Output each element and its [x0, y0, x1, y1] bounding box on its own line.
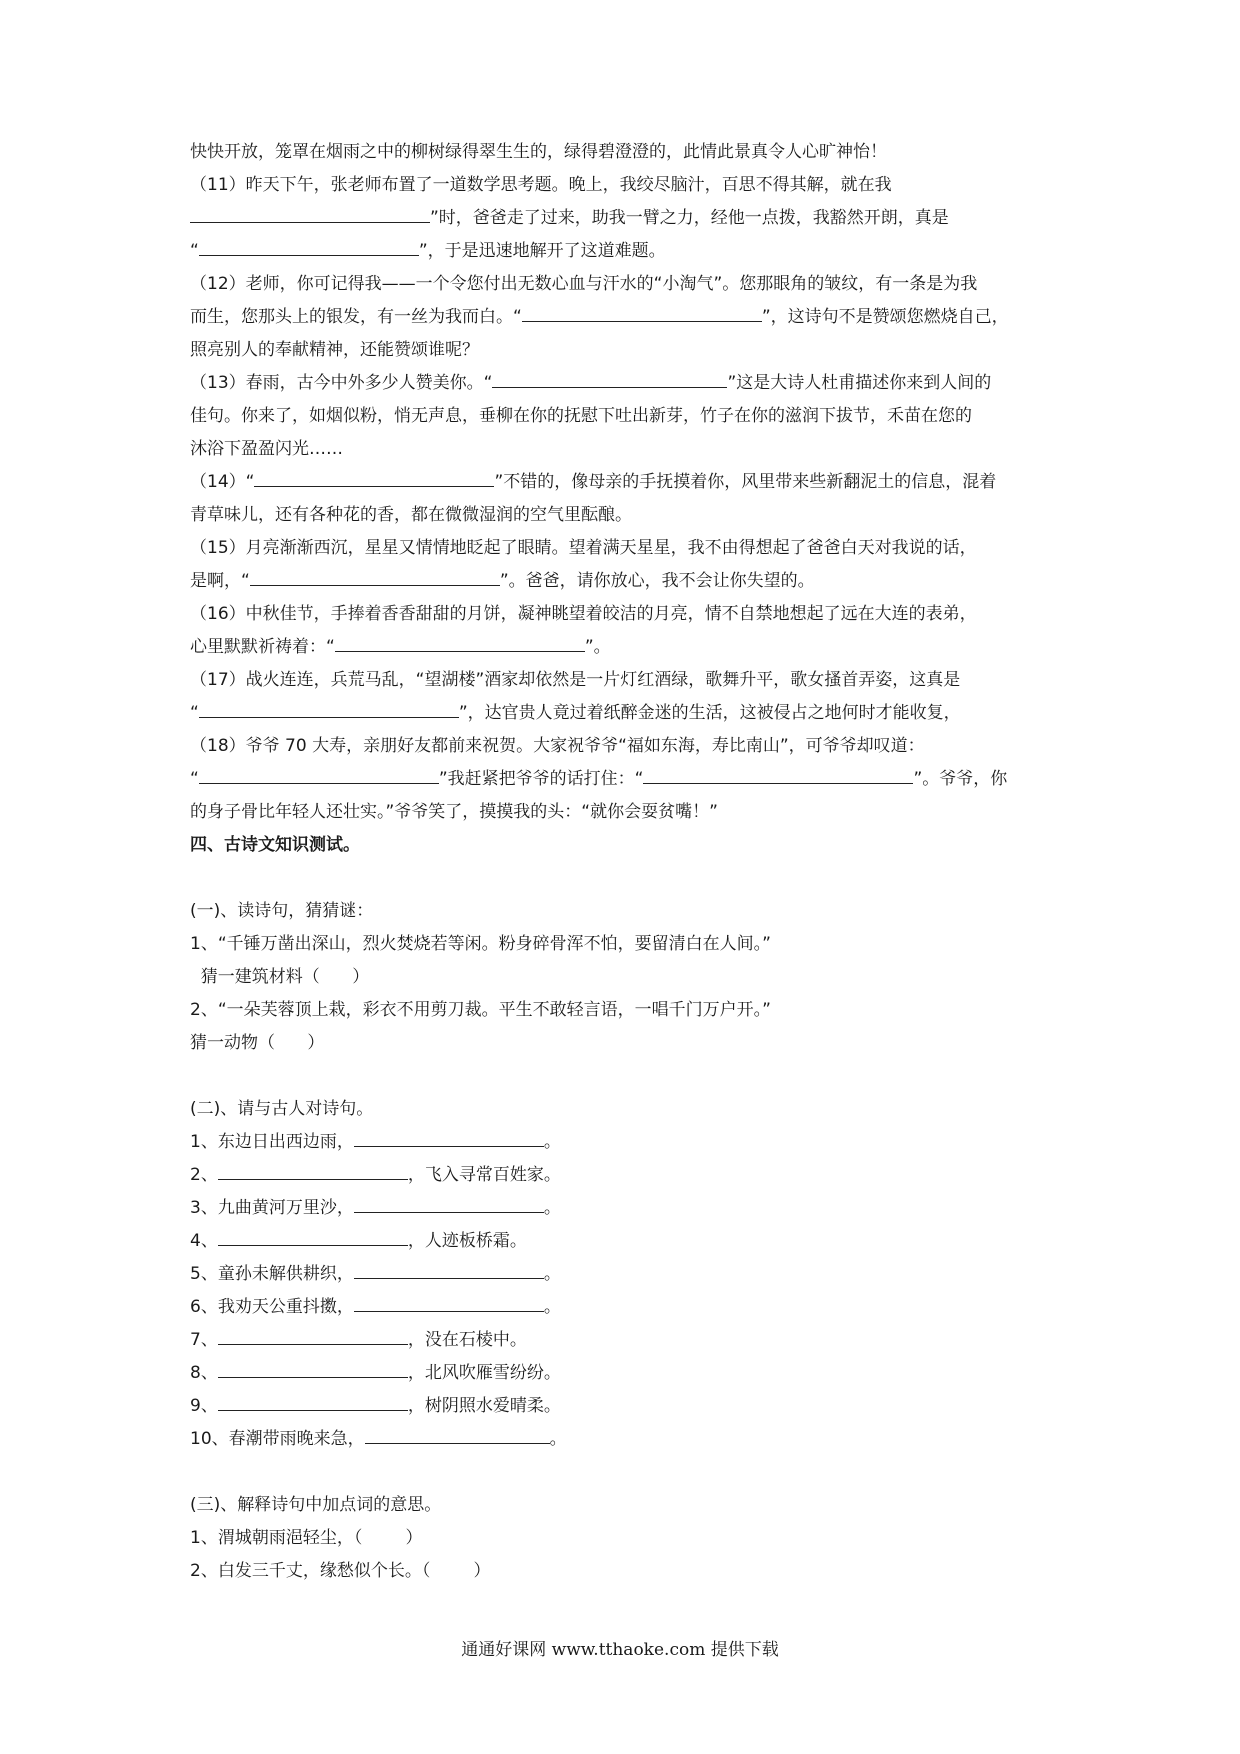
spacer [190, 1456, 1060, 1489]
question-15-line-1: （15）月亮渐渐西沉，星星又情情地眨起了眼睛。望着满天星星，我不由得想起了爸爸白天对我说的话， [190, 538, 977, 558]
answer-blank[interactable] [199, 697, 459, 718]
part-1-title: (一)、读诗句，猜猜谜： [190, 901, 374, 921]
page-footer: 通通好课网 www.tthaoke.com 提供下载 [461, 1640, 779, 1660]
question-17-line-2: “ ”，达官贵人竟过着纸醉金迷的生活，这被侵占之地何时才能收复， [190, 697, 1060, 730]
spacer [190, 862, 1060, 895]
couplet-9: 9、 ，树阴照水爱晴柔。 [190, 1390, 1060, 1423]
answer-blank[interactable] [254, 466, 494, 487]
couplet-3: 3、九曲黄河万里沙， 。 [190, 1192, 1060, 1225]
explain-2: 2、白发三千丈，缘愁似个长。（ ） [190, 1561, 491, 1581]
couplet-5: 5、童孙未解供耕织， 。 [190, 1258, 1060, 1291]
question-18-line-2: “ ”我赶紧把爷爷的话打住：“ ”。爷爷，你 [190, 763, 1060, 796]
answer-blank[interactable] [354, 1291, 544, 1312]
answer-blank[interactable] [354, 1192, 544, 1213]
question-14-line-1: （14）“ ”不错的，像母亲的手抚摸着你，风里带来些新翻泥土的信息，混着 [190, 466, 1060, 499]
answer-blank[interactable] [218, 1159, 408, 1180]
question-13-line-1: （13）春雨，古今中外多少人赞美你。“ ”这是大诗人杜甫描述你来到人间的 [190, 367, 1060, 400]
question-18-line-3: 的身子骨比年轻人还壮实。”爷爷笑了，摸摸我的头：“就你会耍贫嘴！” [190, 802, 718, 822]
answer-blank[interactable] [218, 1225, 408, 1246]
answer-blank[interactable] [199, 235, 419, 256]
answer-blank[interactable] [643, 763, 913, 784]
couplet-4: 4、 ，人迹板桥霜。 [190, 1225, 1060, 1258]
question-17-line-1: （17）战火连连，兵荒马乱，“望湖楼”酒家却依然是一片灯红酒绿，歌舞升平，歌女搔首弄姿，这真是 [190, 670, 961, 690]
explain-1: 1、渭城朝雨浥轻尘，（ ） [190, 1528, 423, 1548]
answer-blank[interactable] [250, 565, 500, 586]
question-13-line-2: 佳句。你来了，如烟似粉，悄无声息，垂柳在你的抚慰下吐出新芽，竹子在你的滋润下拔节，禾苗在您的 [190, 406, 972, 426]
answer-blank[interactable] [354, 1126, 544, 1147]
question-15-line-2: 是啊，“ ”。爸爸，请你放心，我不会让你失望的。 [190, 565, 1060, 598]
riddle-2: 2、“一朵芙蓉顶上栽，彩衣不用剪刀裁。平生不敢轻言语，一唱千门万户开。” [190, 1000, 771, 1020]
answer-blank[interactable] [492, 367, 727, 388]
couplet-6: 6、我劝天公重抖擞， 。 [190, 1291, 1060, 1324]
couplet-8: 8、 ，北风吹雁雪纷纷。 [190, 1357, 1060, 1390]
question-13-line-3: 沐浴下盈盈闪光…… [190, 439, 343, 459]
question-11-line-1: （11）昨天下午，张老师布置了一道数学思考题。晚上，我绞尽脑汁，百思不得其解，就在我 [190, 175, 892, 195]
answer-blank[interactable] [218, 1357, 408, 1378]
riddle-2-guess: 猜一动物（ ） [190, 1033, 325, 1053]
couplet-10: 10、春潮带雨晚来急， 。 [190, 1423, 1060, 1456]
couplet-7: 7、 ，没在石棱中。 [190, 1324, 1060, 1357]
riddle-1-guess: 猜一建筑材料（ ） [190, 967, 370, 987]
couplet-2: 2、 ，飞入寻常百姓家。 [190, 1159, 1060, 1192]
question-12-line-2: 而生，您那头上的银发，有一丝为我而白。“ ”，这诗句不是赞颂您燃烧自己， [190, 301, 1060, 334]
part-3-title: (三)、解释诗句中加点词的意思。 [190, 1495, 442, 1515]
question-12-line-1: （12）老师，你可记得我——一个令您付出无数心血与汗水的“小淘气”。您那眼角的皱纹，有一条是为我 [190, 274, 978, 294]
question-18-line-1: （18）爷爷 70 大寿，亲朋好友都前来祝贺。大家祝爷爷“福如东海，寿比南山”，可爷爷却叹道： [190, 736, 925, 756]
answer-blank[interactable] [335, 631, 585, 652]
question-14-line-2: 青草味儿，还有各种花的香，都在微微湿润的空气里酝酿。 [190, 505, 632, 525]
answer-blank[interactable] [522, 301, 762, 322]
answer-blank[interactable] [218, 1324, 408, 1345]
couplet-1: 1、东边日出西边雨， 。 [190, 1126, 1060, 1159]
answer-blank[interactable] [218, 1390, 408, 1411]
question-11-line-2: ”时，爸爸走了过来，助我一臂之力，经他一点拨，我豁然开朗，真是 [190, 202, 1060, 235]
riddle-1: 1、“千锤万凿出深山，烈火焚烧若等闲。粉身碎骨浑不怕，要留清白在人间。” [190, 934, 771, 954]
answer-blank[interactable] [354, 1258, 544, 1279]
question-12-line-3: 照亮别人的奉献精神，还能赞颂谁呢？ [190, 340, 479, 360]
answer-blank[interactable] [199, 763, 439, 784]
text-line: 快快开放，笼罩在烟雨之中的柳树绿得翠生生的，绿得碧澄澄的，此情此景真令人心旷神怡！ [190, 142, 887, 162]
answer-blank[interactable] [190, 202, 430, 223]
part-2-title: (二)、请与古人对诗句。 [190, 1099, 374, 1119]
section-4-heading: 四、古诗文知识测试。 [190, 835, 360, 855]
question-11-line-3: “ ”，于是迅速地解开了这道难题。 [190, 235, 1060, 268]
spacer [190, 1060, 1060, 1093]
answer-blank[interactable] [365, 1423, 550, 1444]
question-16-line-2: 心里默默祈祷着：“ ”。 [190, 631, 1060, 664]
exercise-text [190, 136, 1060, 1588]
question-16-line-1: （16）中秋佳节，手捧着香香甜甜的月饼，凝神眺望着皎洁的月亮，情不自禁地想起了远在大连的表弟， [190, 604, 977, 624]
